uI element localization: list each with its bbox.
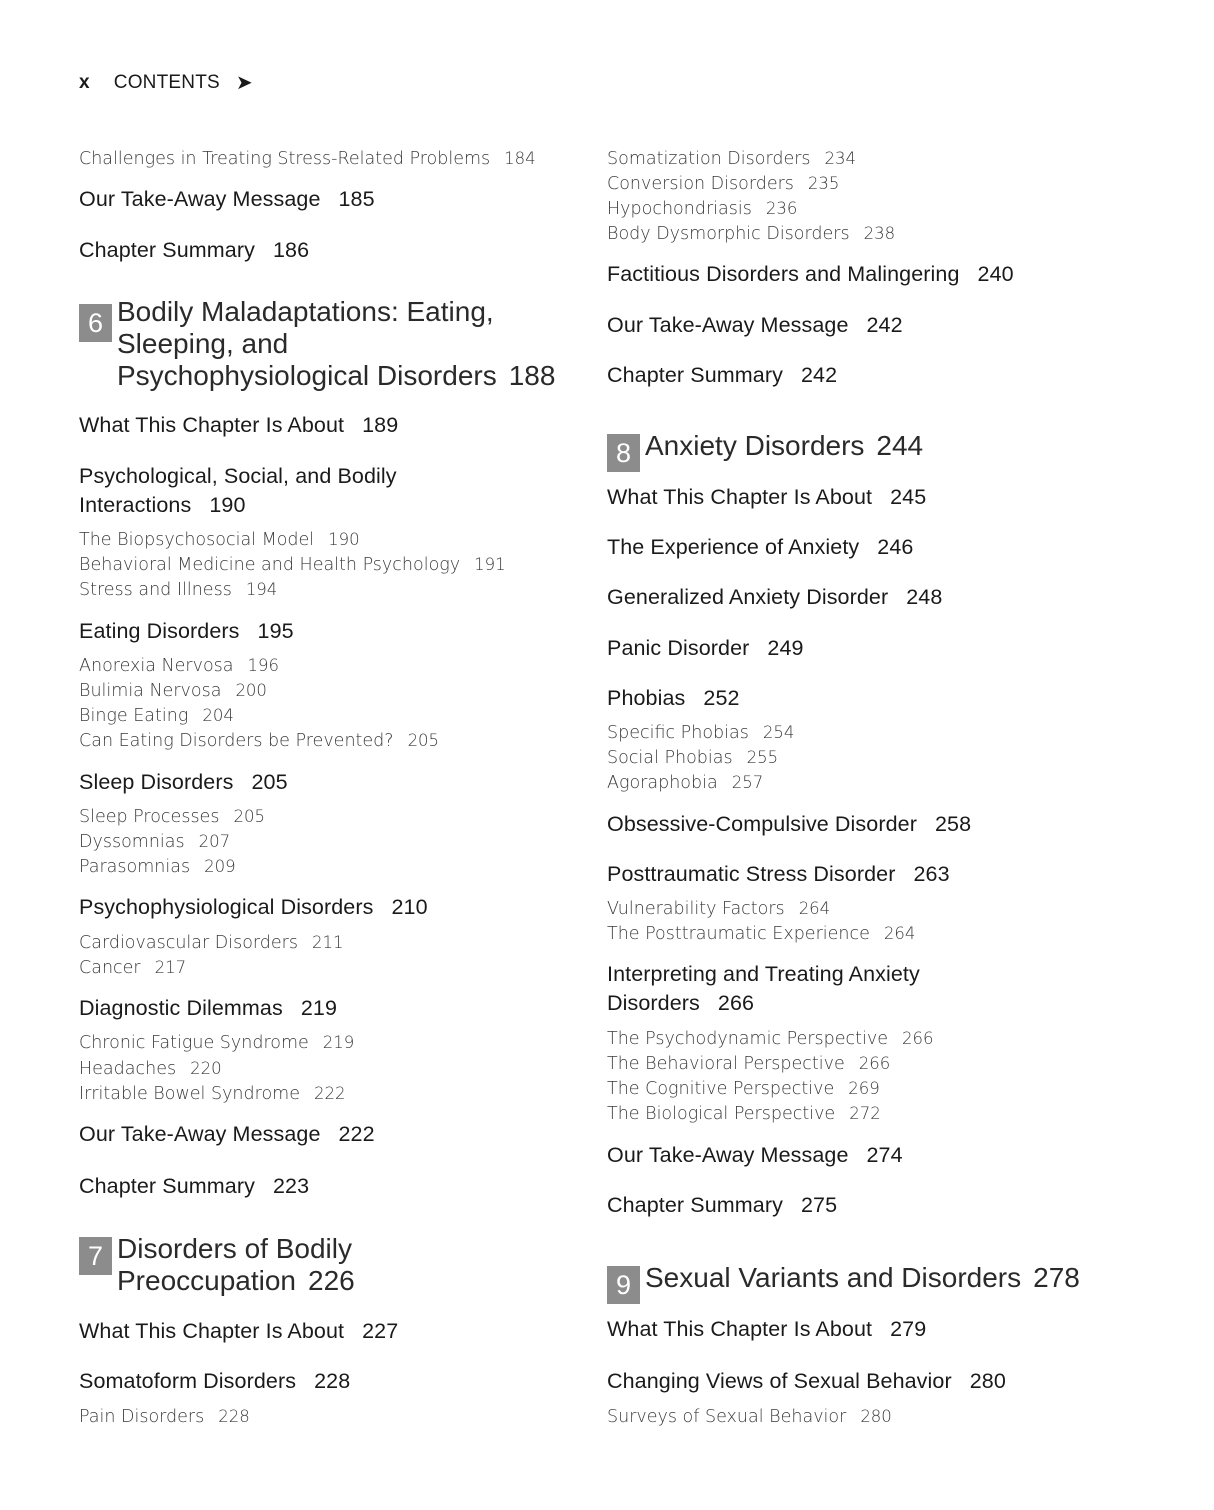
chapter-number-badge: 6 <box>79 304 112 342</box>
toc-section[interactable]: Diagnostic Dilemmas 219 <box>79 996 337 1020</box>
chapter-heading-7[interactable]: 7 Disorders of Bodily Preoccupation 226 <box>79 1233 355 1297</box>
page-number: x <box>79 71 90 93</box>
toc-entry[interactable]: Bulimia Nervosa 200 <box>79 681 267 701</box>
chapter-number-badge: 8 <box>607 434 640 472</box>
toc-section[interactable]: Chapter Summary 223 <box>79 1174 310 1198</box>
chapter-heading-9[interactable]: 9 Sexual Variants and Disorders 278 <box>607 1262 1080 1304</box>
toc-entry[interactable]: Surveys of Sexual Behavior 280 <box>607 1407 892 1427</box>
toc-entry[interactable]: Binge Eating 204 <box>79 706 234 726</box>
toc-entry[interactable]: Anorexia Nervosa 196 <box>79 656 280 676</box>
toc-entry[interactable]: Somatization Disorders 234 <box>607 149 857 169</box>
toc-entry[interactable]: The Psychodynamic Perspective 266 <box>607 1029 934 1049</box>
toc-section[interactable]: Posttraumatic Stress Disorder 263 <box>607 862 950 886</box>
toc-entry[interactable]: Parasomnias 209 <box>79 857 236 877</box>
chapter-number-badge: 7 <box>79 1237 112 1275</box>
arrow-right-icon: ➤ <box>235 72 253 94</box>
toc-entry[interactable]: Body Dysmorphic Disorders 238 <box>607 224 896 244</box>
toc-section[interactable]: What This Chapter Is About 189 <box>79 413 399 437</box>
toc-entry[interactable]: Can Eating Disorders be Prevented? 205 <box>79 731 440 751</box>
toc-section[interactable]: Eating Disorders 195 <box>79 619 294 643</box>
toc-entry[interactable]: The Behavioral Perspective 266 <box>607 1054 891 1074</box>
toc-entry[interactable]: Behavioral Medicine and Health Psychology 191 <box>79 555 506 575</box>
chapter-heading-8[interactable]: 8 Anxiety Disorders 244 <box>607 430 923 472</box>
chapter-heading-6[interactable]: 6 Bodily Maladaptations: Eating, Sleeping, and Psychophysiological Disorders 188 <box>79 296 555 392</box>
toc-entry[interactable]: The Posttraumatic Experience 264 <box>607 924 916 944</box>
toc-entry[interactable]: The Cognitive Perspective 269 <box>607 1079 880 1099</box>
chapter-number-badge: 9 <box>607 1266 640 1304</box>
toc-section[interactable]: Somatoform Disorders 228 <box>79 1369 351 1393</box>
toc-entry[interactable]: Challenges in Treating Stress-Related Problems 184 <box>79 149 536 169</box>
toc-entry[interactable]: Dyssomnias 207 <box>79 832 231 852</box>
toc-entry[interactable]: Specific Phobias 254 <box>607 723 795 743</box>
toc-section[interactable]: Chapter Summary 242 <box>607 363 838 387</box>
toc-section[interactable]: Chapter Summary 275 <box>607 1193 838 1217</box>
running-header <box>79 70 253 95</box>
toc-section[interactable]: What This Chapter Is About 245 <box>607 485 927 509</box>
toc-entry[interactable]: Hypochondriasis 236 <box>607 199 798 219</box>
toc-section[interactable]: Obsessive-Compulsive Disorder 258 <box>607 812 972 836</box>
toc-section[interactable]: Factitious Disorders and Malingering 240 <box>607 262 1014 286</box>
toc-section[interactable]: Disorders 266 <box>607 991 755 1015</box>
toc-section[interactable]: The Experience of Anxiety 246 <box>607 535 914 559</box>
toc-section[interactable]: Our Take-Away Message 242 <box>607 313 903 337</box>
toc-entry[interactable]: Chronic Fatigue Syndrome 219 <box>79 1033 355 1053</box>
toc-section[interactable]: Generalized Anxiety Disorder 248 <box>607 585 943 609</box>
toc-entry[interactable]: Sleep Processes 205 <box>79 807 265 827</box>
toc-section[interactable]: Interactions 190 <box>79 493 246 517</box>
toc-section[interactable]: Changing Views of Sexual Behavior 280 <box>607 1369 1006 1393</box>
header-label: CONTENTS <box>113 71 220 93</box>
toc-section[interactable]: Chapter Summary 186 <box>79 238 310 262</box>
toc-section[interactable]: Interpreting and Treating Anxiety <box>607 962 920 986</box>
toc-section[interactable]: What This Chapter Is About 227 <box>79 1319 399 1343</box>
toc-section[interactable]: Psychological, Social, and Bodily <box>79 464 397 488</box>
toc-entry[interactable]: The Biological Perspective 272 <box>607 1104 881 1124</box>
toc-entry[interactable]: Cardiovascular Disorders 211 <box>79 933 344 953</box>
toc-section[interactable]: Our Take-Away Message 274 <box>607 1143 903 1167</box>
toc-entry[interactable]: Irritable Bowel Syndrome 222 <box>79 1084 346 1104</box>
toc-entry[interactable]: Agoraphobia 257 <box>607 773 764 793</box>
toc-section[interactable]: Panic Disorder 249 <box>607 636 804 660</box>
toc-entry[interactable]: Headaches 220 <box>79 1059 222 1079</box>
toc-section[interactable]: Phobias 252 <box>607 686 740 710</box>
toc-entry[interactable]: The Biopsychosocial Model 190 <box>79 530 360 550</box>
toc-entry[interactable]: Conversion Disorders 235 <box>607 174 840 194</box>
toc-section[interactable]: Our Take-Away Message 222 <box>79 1122 375 1146</box>
toc-entry[interactable]: Vulnerability Factors 264 <box>607 899 831 919</box>
toc-entry[interactable]: Stress and Illness 194 <box>79 580 278 600</box>
toc-section[interactable]: Sleep Disorders 205 <box>79 770 288 794</box>
toc-section[interactable]: Our Take-Away Message 185 <box>79 187 375 211</box>
toc-section[interactable]: Psychophysiological Disorders 210 <box>79 895 428 919</box>
toc-entry[interactable]: Pain Disorders 228 <box>79 1407 250 1427</box>
toc-section[interactable]: What This Chapter Is About 279 <box>607 1317 927 1341</box>
toc-entry[interactable]: Cancer 217 <box>79 958 187 978</box>
toc-entry[interactable]: Social Phobias 255 <box>607 748 779 768</box>
